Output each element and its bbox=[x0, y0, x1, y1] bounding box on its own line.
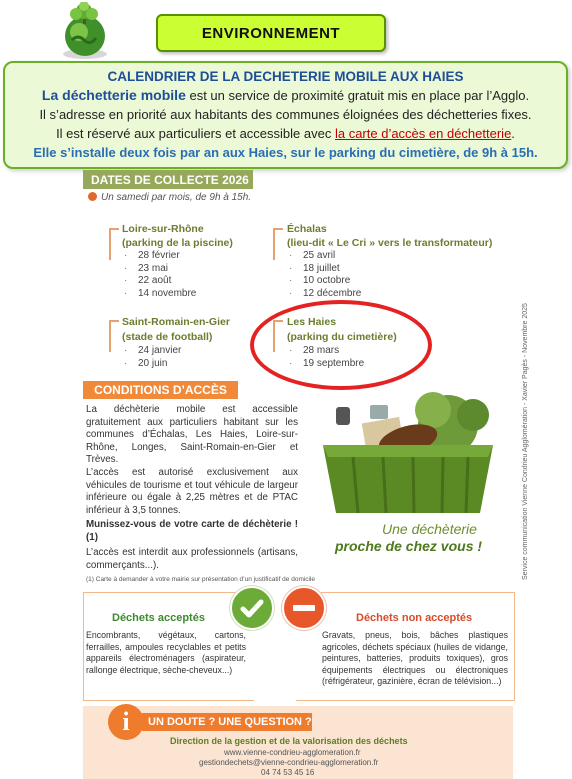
announcement-line-1 bbox=[5, 86, 566, 105]
mobile-dechetterie-label: La déchetterie mobile bbox=[41, 87, 186, 103]
green-earth-tree-icon bbox=[52, 2, 118, 60]
date-item: · 23 mai bbox=[124, 263, 196, 276]
slogan-line-2: proche de chez vous ! bbox=[335, 538, 483, 554]
announcement-line-2: Il s’adresse en priorité aux habitants des communes éloignées des déchetteries fixes. bbox=[39, 107, 532, 122]
slogan-line-1: Une déchèterie bbox=[382, 521, 477, 537]
date-item: · 14 novembre bbox=[124, 288, 196, 301]
date-item: · 22 août bbox=[124, 275, 196, 288]
conditions-paragraph-2: L’accès est autorisé exclusivement aux véhicules de tourisme et tout véhicule de largeur inférieure ou égale à 2,25 mètres et de PTAC inférieur à 3,5 tonnes. bbox=[86, 467, 298, 516]
check-icon bbox=[230, 586, 274, 630]
date-item: · 24 janvier bbox=[124, 345, 181, 358]
footnote: (1) Carte à demander à votre mairie sur présentation d’un justificatif de domicile bbox=[86, 576, 316, 583]
phone-number: 04 74 53 45 16 bbox=[261, 768, 315, 777]
location-name: Loire-sur-Rhône bbox=[122, 223, 204, 235]
location-name: Saint-Romain-en-Gier bbox=[122, 316, 230, 328]
website-link[interactable]: www.vienne-condrieu-agglomeration.fr bbox=[224, 748, 361, 757]
announcement-box bbox=[3, 61, 568, 169]
page-title: ENVIRONNEMENT bbox=[156, 14, 386, 52]
location-dates bbox=[124, 250, 196, 300]
location-dates bbox=[289, 250, 361, 300]
conditions-paragraph-1: La déchèterie mobile est accessible gratuitement aux particuliers habitant sur les communes d’Échalas, Les Haies, Loire-sur-Rhône, Longes, Saint-Romain-en-Gier et Trèves. bbox=[86, 404, 298, 465]
info-icon: i bbox=[108, 704, 144, 740]
conditions-section-title: CONDITIONS D’ACCÈS bbox=[83, 381, 238, 399]
location-dates bbox=[124, 345, 181, 370]
announcement-title: CALENDRIER DE LA DECHETERIE MOBILE AUX HAIES bbox=[107, 69, 464, 84]
conditions-paragraph-3: Munissez-vous de votre carte de déchèterie !(1) bbox=[86, 519, 298, 543]
dates-subtitle bbox=[88, 192, 251, 203]
announcement-line-4: Elle s’installe deux fois par an aux Haies, sur le parking du cimetière, de 9h à 15h. bbox=[33, 145, 538, 160]
direction-label: Direction de la gestion et de la valorisation des déchets bbox=[170, 736, 408, 746]
location-place: (parking du cimetière) bbox=[287, 331, 397, 343]
dates-section-title: DATES DE COLLECTE 2026 bbox=[83, 170, 253, 189]
email-link[interactable]: gestiondechets@vienne-condrieu-agglomeration.fr bbox=[199, 758, 379, 767]
date-item: · 28 mars bbox=[289, 345, 364, 358]
bracket-decoration bbox=[109, 228, 119, 260]
location-name: Les Haies bbox=[287, 316, 337, 328]
date-item: · 12 décembre bbox=[289, 288, 361, 301]
waste-skip-illustration bbox=[308, 385, 508, 520]
accepted-title: Déchets acceptés bbox=[112, 612, 205, 624]
conditions-paragraph-4: L’accès est interdit aux professionnels (artisans, commerçants...). bbox=[86, 547, 298, 571]
access-card-link[interactable]: la carte d’accès en déchetterie bbox=[334, 126, 512, 141]
location-place: (lieu-dit « Le Cri » vers le transformateur) bbox=[287, 237, 493, 249]
highlight-circle bbox=[250, 300, 432, 390]
refused-title: Déchets non acceptés bbox=[356, 612, 473, 624]
date-item: · 19 septembre bbox=[289, 358, 364, 371]
clock-icon bbox=[88, 192, 97, 201]
date-item: · 10 octobre bbox=[289, 275, 361, 288]
vertical-credit: Service communication Vienne Condrieu Agglomération - Xavier Pagès - Novembre 2025 bbox=[522, 303, 529, 580]
date-item: · 28 février bbox=[124, 250, 196, 263]
accepted-text: Encombrants, végétaux, cartons, ferrailles, ampoules recyclables et petits appareils électroménagers (aspirateur, rallonge électrique, sèche-cheveux...) bbox=[86, 630, 246, 675]
location-name: Échalas bbox=[287, 223, 327, 235]
bracket-decoration bbox=[273, 228, 283, 260]
announcement-line-3-end: . bbox=[511, 126, 515, 141]
date-item: · 18 juillet bbox=[289, 263, 361, 276]
dates-subtitle-text: Un samedi par mois, de 9h à 15h. bbox=[101, 192, 252, 203]
date-item: · 20 juin bbox=[124, 358, 181, 371]
location-place: (parking de la piscine) bbox=[122, 237, 233, 249]
location-place: (stade de football) bbox=[122, 331, 213, 343]
announcement-line-3 bbox=[5, 124, 566, 143]
bracket-decoration bbox=[109, 320, 119, 352]
question-title: UN DOUTE ? UNE QUESTION ? bbox=[142, 713, 312, 731]
announcement-line-3-text: Il est réservé aux particuliers et accessible avec bbox=[56, 126, 335, 141]
announcement-line-1-text: est un service de proximité gratuit mis en place par l’Agglo. bbox=[185, 88, 530, 103]
forbidden-icon bbox=[282, 586, 326, 630]
date-item: · 25 avril bbox=[289, 250, 361, 263]
refused-text: Gravats, pneus, bois, bâches plastiques agricoles, déchets spéciaux (huiles de vidange, peintures, batteries, produits toxiques), gros équipements électriques ou électroniques (réfrigérateur, gazinière, écran de télévision...) bbox=[322, 630, 508, 686]
